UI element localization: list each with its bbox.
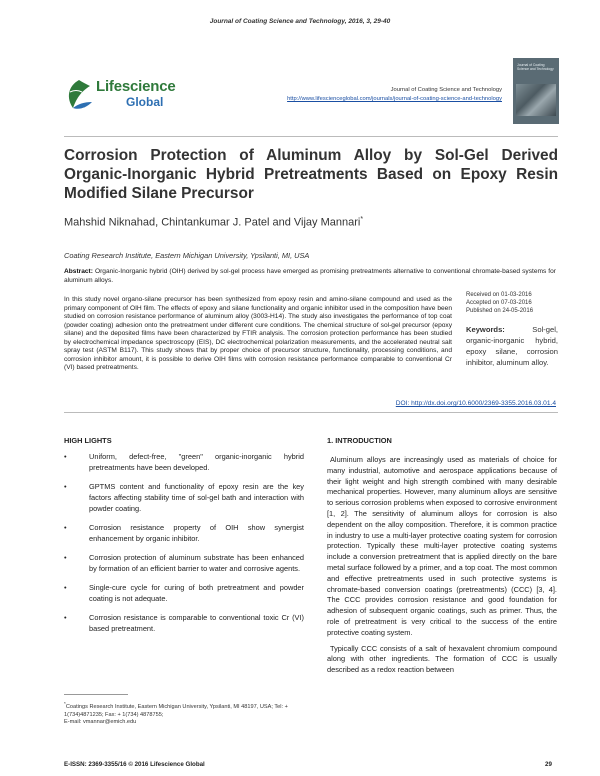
highlight-text: Single-cure cycle for curing of both pretreatment and powder coating is not adequate. <box>89 582 304 603</box>
corresponding-author-footnote <box>64 700 304 727</box>
journal-url-link[interactable]: http://www.lifescienceglobal.com/journals/journal-of-coating-science-and-technology <box>287 96 502 102</box>
keywords-text: Sol-gel, organic-inorganic hybrid, epoxy silane, corrosion inhibitor, aluminum alloy. <box>466 325 558 367</box>
highlight-text: Corrosion resistance is comparable to conventional toxic Cr (VI) based pretreatment. <box>89 612 304 633</box>
footer-issn: E-ISSN: 2369-3355/16 © 2016 Lifescience Global <box>64 761 205 768</box>
list-item <box>64 583 304 605</box>
footnote-email: E-mail: vmannar@emich.edu <box>64 719 137 726</box>
journal-cover-thumbnail <box>513 58 559 124</box>
keywords-label: Keywords: <box>466 325 505 334</box>
author-footnote-mark: * <box>360 216 364 223</box>
article-authors <box>64 216 558 229</box>
doi-link[interactable]: DOI: http://dx.doi.org/10.6000/2369-3355.2016.03.01.4 <box>395 400 556 407</box>
article-title: Corrosion Protection of Aluminum Alloy by Sol-Gel Derived Organic-Inorganic Hybrid Pretreatments Based on Epoxy Resin Modified Silane Precursor <box>64 147 558 202</box>
footnote-address <box>64 700 304 719</box>
introduction-heading: 1. INTRODUCTION <box>327 436 392 445</box>
received-date: Received on 01-03-2016 <box>466 292 532 298</box>
bullet-icon: • <box>64 582 67 592</box>
accepted-date: Accepted on 07-03-2016 <box>466 299 532 306</box>
highlight-text: Corrosion resistance property of OIH show synergist enhancement by organic inhibitor. <box>89 522 304 543</box>
bullet-icon: • <box>64 552 67 562</box>
highlights-list <box>64 452 304 643</box>
keywords <box>466 324 558 368</box>
journal-name: Journal of Coating Science and Technology <box>390 87 502 93</box>
highlight-text: Corrosion protection of aluminum substrate has been enhanced by formation of an efficient barrier to water and corrosive agents. <box>89 552 304 573</box>
bullet-icon: • <box>64 481 67 491</box>
abstract-body: In this study novel organo-silane precursor has been synthesized from epoxy resin and amino-silane compound and used as the primary component of OIH film. The effects of epoxy and silane functionality and organic inhibitor used in the composition have been studied on corrosion resistance performance of aluminum alloy (3003-H14). The study also investigates the performance of top coat (powder coating) adhesion onto the pretreatment under different cure conditions. The chemical structure of sol-gel precursor (epoxy silane) and the deposited films have been characterized by FTIR analysis. The corrosion protection performance has been studied by electrochemical impedance spectroscopy (EIS), DC electrochemical polarization measurements, and the accelerated neutral salt spray test (ASTM B117). This study shows that by proper choice of precursor structure, functionality, processing conditions, and corrosion inhibitor amount, it is possible to derive OIH films with corrosion resistance performance comparable to conventional Cr (VI) based pretreatments. <box>64 296 452 371</box>
bullet-icon: • <box>64 452 67 461</box>
footnote-address-text: Coatings Research Institute, Eastern Michigan University, Ypsilanti, MI 48197, USA; Tel: + 1(734)4871235; Fax: + 1(734) 4878755; <box>64 703 288 718</box>
author-names: Mahshid Niknahad, Chintankumar J. Patel and Vijay Mannari <box>64 216 361 229</box>
journal-info <box>262 86 502 104</box>
page-number: 29 <box>545 761 552 768</box>
cover-title: Journal of Coating Science and Technology <box>517 63 554 72</box>
leaf-icon <box>64 78 94 112</box>
intro-paragraph-2: Typically CCC consists of a salt of hexavalent chromium compound along with other ingredients. The formation of CCC is usually described as a redox reaction between <box>327 643 557 675</box>
bullet-icon: • <box>64 612 67 622</box>
list-item <box>64 452 304 474</box>
highlight-text: Uniform, defect-free, "green" organic-inorganic hybrid pretreatments have been developed. <box>89 452 304 472</box>
abstract-intro <box>64 268 556 285</box>
publication-dates <box>466 292 561 315</box>
bullet-icon: • <box>64 522 67 532</box>
logo-wordmark-global: Global <box>126 95 164 109</box>
logo-wordmark-lifescience: Lifescience <box>96 78 176 95</box>
abstract-divider <box>64 412 558 413</box>
footnote-mark: * <box>64 701 66 706</box>
intro-paragraph-1: Aluminum alloys are increasingly used as materials of choice for many industrial, automotive and aerospace applications because of their light weight and high strength combined with many desirable mechanical properties. However, many aluminum alloys are sensitive to serious corrosion problems when exposed to corrosive environment [1, 2]. The sensitivity of aluminum alloys for corrosion is also dependent on the alloy composition. Therefore, it is common practice in industry to use a multi-layer protective coating system for corrosion protection. Typically these multi-layer protective coating systems include a conversion pretreatment that is applied directly on the bare metal surface followed by a primer, and a top coat. The most common and effective pretreatments used in such protective systems is chromate-based conversion coatings (pretreatments) (CCC) [3, 4]. The CCC provides corrosion resistance and good foundation for adhesion of subsequent organic coatings, such as primer. Thus, the role of pretreatment is very critical to the success of the entire protective coating system. <box>327 455 557 637</box>
cover-image <box>516 84 556 116</box>
list-item <box>64 523 304 545</box>
list-item <box>64 482 304 514</box>
header-divider <box>64 136 558 137</box>
abstract-text: Organic-Inorganic hybrid (OIH) derived by sol-gel process have emerged as promising pretreatments alternative to conventional chromate-based systems for aluminum alloys. <box>64 268 556 284</box>
footnote-divider <box>64 694 128 695</box>
list-item <box>64 613 304 635</box>
published-date: Published on 24-05-2016 <box>466 307 534 314</box>
journal-citation-header: Journal of Coating Science and Technology, 2016, 3, 29-40 <box>209 18 391 25</box>
introduction-text <box>327 455 557 676</box>
highlight-text: GPTMS content and functionality of epoxy resin are the key factors affecting stability time of sol-gel bath and interaction with powder coating. <box>89 481 304 513</box>
abstract-label: Abstract: <box>64 268 93 275</box>
highlights-heading: HIGH LIGHTS <box>64 436 112 445</box>
list-item <box>64 553 304 575</box>
publisher-logo[interactable] <box>64 76 184 116</box>
author-affiliation: Coating Research Institute, Eastern Michigan University, Ypsilanti, MI, USA <box>64 251 310 260</box>
